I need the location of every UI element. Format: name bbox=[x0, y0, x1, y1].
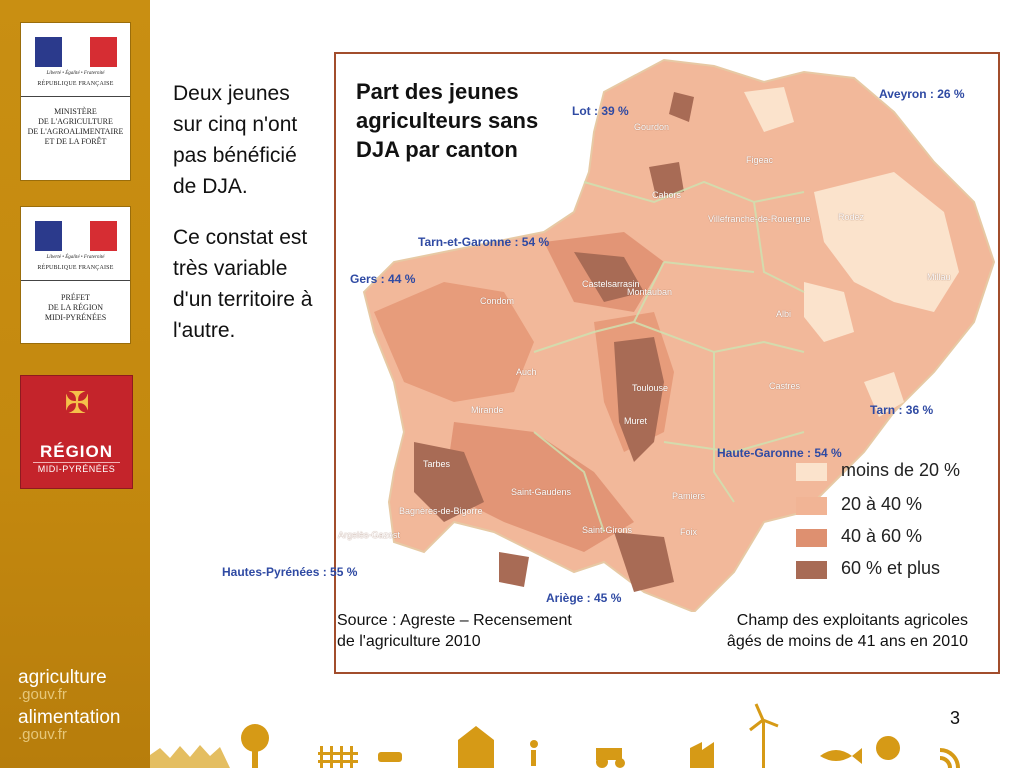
republic-motto: Liberté • Égalité • Fraternité bbox=[46, 255, 105, 260]
source-note: Source : Agreste – Recensement de l'agriculture 2010 bbox=[337, 612, 572, 650]
town-label: Cahors bbox=[652, 190, 682, 200]
town-label: Auch bbox=[516, 367, 537, 377]
legend-item bbox=[796, 460, 996, 484]
republic-name: RÉPUBLIQUE FRANÇAISE bbox=[37, 265, 114, 271]
french-flag-icon bbox=[35, 221, 117, 251]
footer-illustration bbox=[150, 700, 1024, 768]
dark-area-pyrenees bbox=[499, 552, 529, 587]
prefect-logo bbox=[20, 206, 131, 344]
dept-label-gers: Gers : 44 % bbox=[350, 272, 416, 286]
region-logo bbox=[20, 375, 133, 489]
region-name: MIDI-PYRÉNÉES bbox=[37, 464, 116, 474]
brand-domain: .gouv.fr bbox=[18, 726, 67, 743]
intro-paragraph: Deux jeunes sur cinq n'ont pas bénéficié de DJA. bbox=[173, 82, 298, 198]
town-label: Foix bbox=[680, 527, 698, 537]
occitan-cross-icon: ✠ bbox=[64, 386, 90, 421]
dept-label-haute-garonne: Haute-Garonne : 54 % bbox=[717, 446, 842, 460]
hiker-icon bbox=[530, 740, 538, 748]
tree-icon bbox=[241, 724, 269, 752]
dept-label-aveyron: Aveyron : 26 % bbox=[879, 87, 965, 101]
ministry-name: MINISTÈRE DE L'AGRICULTURE DE L'AGROALIMENTAIRE ET DE LA FORÊT bbox=[27, 107, 124, 146]
rss-icon bbox=[940, 750, 958, 768]
town-label: Castres bbox=[769, 381, 801, 391]
town-label: Villefranche-de-Rouergue bbox=[708, 214, 811, 224]
fish-icon bbox=[820, 748, 862, 764]
legend-item bbox=[796, 494, 996, 518]
town-label: Tarbes bbox=[423, 459, 451, 469]
legend-swatch bbox=[796, 561, 827, 579]
scope-note: Champ des exploitants agricoles âgés de moins de 41 ans en 2010 bbox=[726, 612, 968, 650]
page-number: 3 bbox=[950, 708, 961, 728]
legend-swatch bbox=[796, 529, 827, 547]
town-label: Gourdon bbox=[634, 122, 670, 132]
barn-icon bbox=[458, 726, 494, 768]
intro-paragraph: Ce constat est très variable d'un territoire à l'autre. bbox=[173, 226, 313, 342]
town-label: Mirande bbox=[471, 405, 504, 415]
cow-icon bbox=[378, 752, 402, 762]
intro-text bbox=[173, 78, 323, 346]
town-label: Pamiers bbox=[672, 491, 706, 501]
town-label: Bagnères-de-Bigorre bbox=[399, 506, 483, 516]
region-divider bbox=[33, 462, 120, 463]
apple-icon bbox=[876, 736, 900, 760]
town-label: Figeac bbox=[746, 155, 774, 165]
town-label: Condom bbox=[480, 296, 515, 306]
republic-marianne-logo bbox=[21, 23, 130, 97]
town-label: Saint-Gaudens bbox=[511, 487, 572, 497]
town-label: Millau bbox=[927, 272, 951, 282]
brand-word: alimentation bbox=[18, 707, 121, 728]
republic-motto: Liberté • Égalité • Fraternité bbox=[46, 71, 105, 76]
legend-item bbox=[796, 558, 996, 582]
town-label: Argelès-Gazost bbox=[338, 530, 401, 540]
map-title: Part des jeunes agriculteurs sans DJA par canton bbox=[356, 79, 539, 162]
region-label: RÉGION bbox=[39, 442, 114, 461]
brand-word: agriculture bbox=[18, 667, 107, 688]
factory-icon bbox=[690, 742, 714, 768]
sidebar bbox=[0, 0, 150, 768]
legend-label: 60 % et plus bbox=[841, 558, 941, 578]
town-label: Muret bbox=[624, 416, 648, 426]
dept-label-hautes-pyrenees: Hautes-Pyrénées : 55 % bbox=[222, 565, 358, 579]
republic-name: RÉPUBLIQUE FRANÇAISE bbox=[37, 81, 114, 87]
town-label: Toulouse bbox=[632, 383, 669, 393]
legend-item bbox=[796, 526, 996, 550]
legend-label: 40 à 60 % bbox=[841, 526, 923, 546]
dept-label-tarn: Tarn : 36 % bbox=[870, 403, 934, 417]
legend-label: 20 à 40 % bbox=[841, 494, 923, 514]
brand-domain: .gouv.fr bbox=[18, 686, 67, 703]
brand-agriculture bbox=[18, 668, 107, 702]
prefect-name: PRÉFET DE LA RÉGION MIDI-PYRÉNÉES bbox=[44, 293, 107, 322]
brand-alimentation bbox=[18, 708, 120, 742]
town-label: Montauban bbox=[627, 287, 673, 297]
republic-marianne-logo bbox=[21, 207, 130, 281]
dept-label-tarn-et-garonne: Tarn-et-Garonne : 54 % bbox=[418, 235, 550, 249]
grass-icon bbox=[150, 745, 230, 768]
dept-label-ariege: Ariège : 45 % bbox=[546, 591, 622, 605]
dept-label-lot: Lot : 39 % bbox=[572, 104, 629, 118]
french-flag-icon bbox=[35, 37, 117, 67]
legend-swatch bbox=[796, 497, 827, 515]
town-label: Albi bbox=[776, 309, 792, 319]
town-label: Saint-Girons bbox=[582, 525, 633, 535]
legend-label: moins de 20 % bbox=[841, 460, 961, 480]
legend-swatch bbox=[796, 463, 827, 481]
wind-turbine-icon bbox=[762, 720, 765, 768]
town-label: Castelsarrasin bbox=[582, 279, 640, 289]
ministry-logo bbox=[20, 22, 131, 181]
town-label: Rodez bbox=[838, 212, 865, 222]
